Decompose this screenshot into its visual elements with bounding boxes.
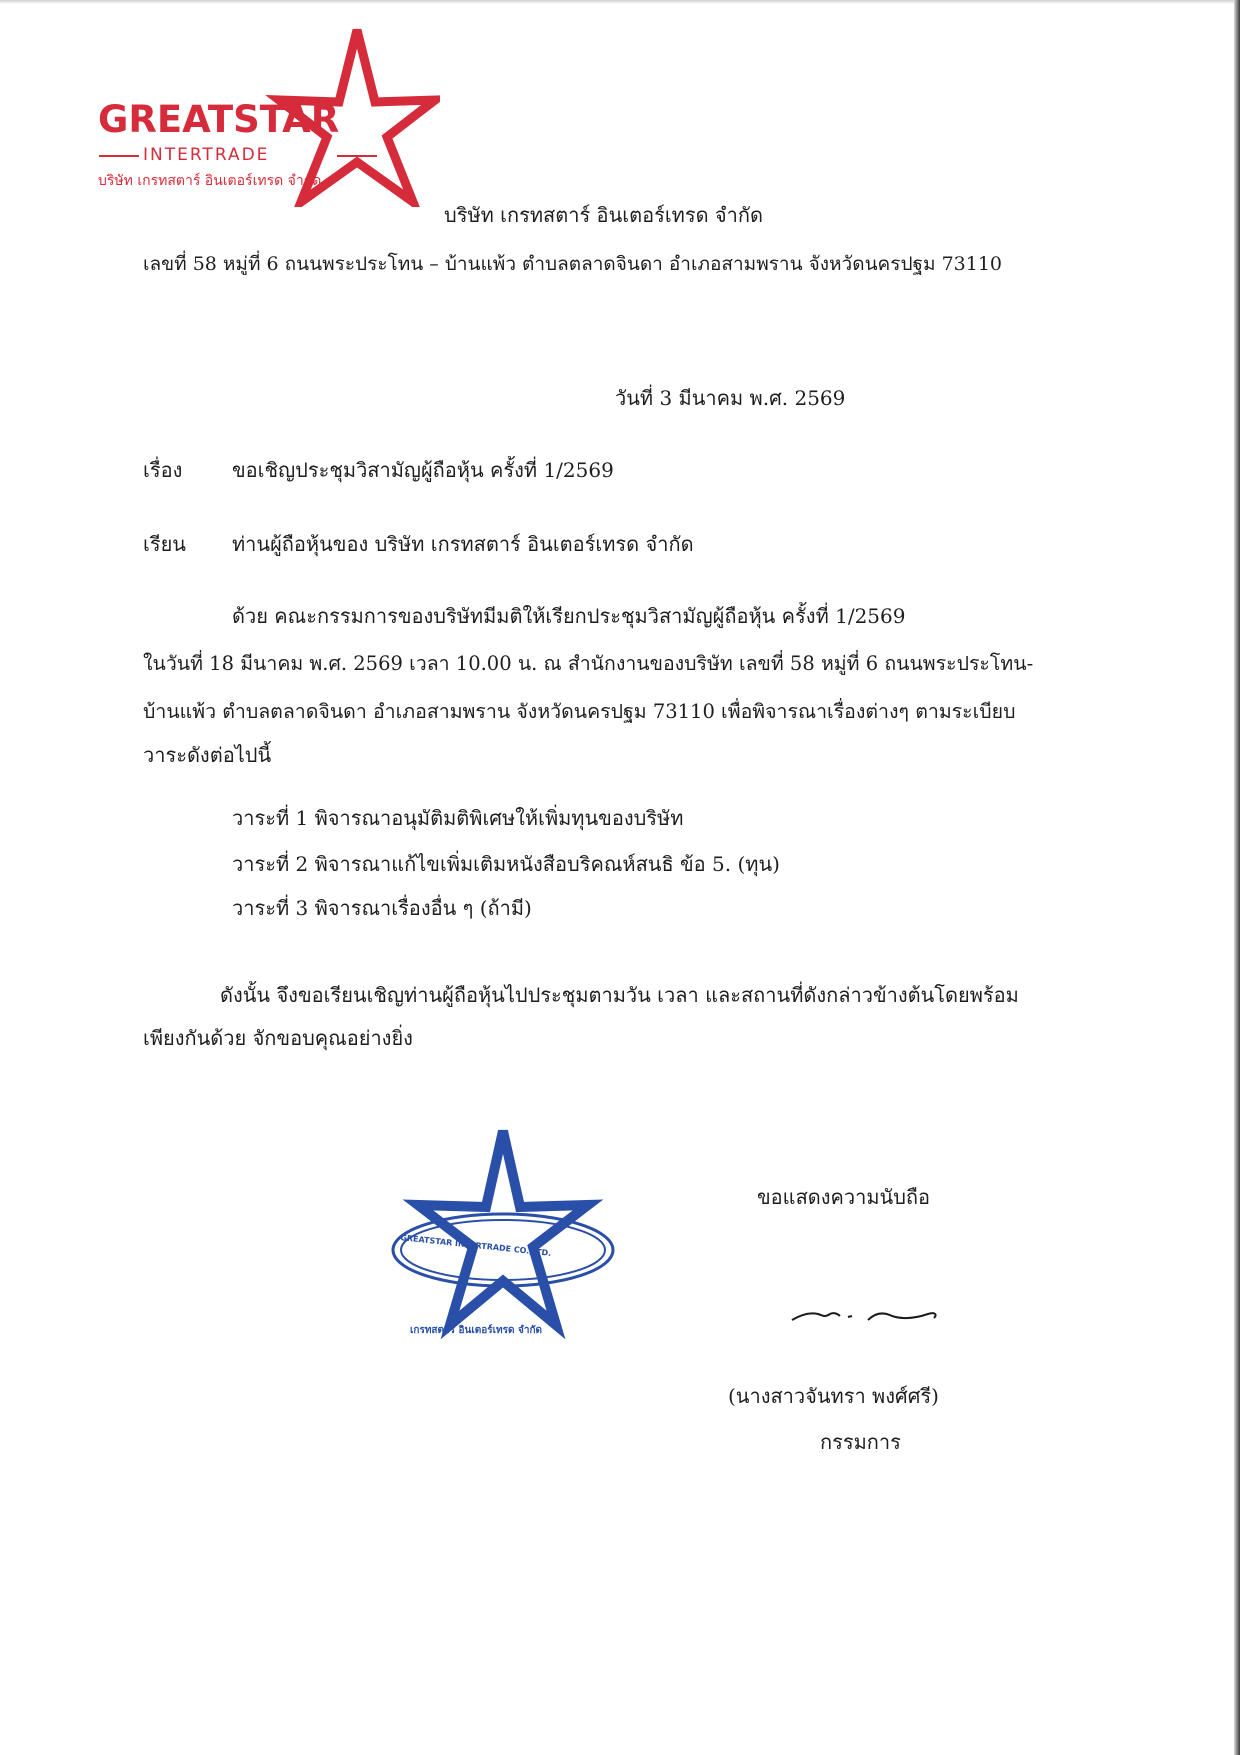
- scan-right-edge: [1234, 0, 1240, 1755]
- logo-rule-left: [99, 155, 139, 157]
- regards-text: ขอแสดงความนับถือ: [757, 1185, 931, 1209]
- logo-thai-name: บริษัท เกรทสตาร์ อินเตอร์เทรด จำกัด: [98, 173, 322, 189]
- logo-subtitle: INTERTRADE: [143, 145, 270, 165]
- agenda-item-2: วาระที่ 2 พิจารณาแก้ไขเพิ่มเติมหนังสือบริคณห์สนธิ ข้อ 5. (ทุน): [232, 852, 780, 876]
- letter-date: วันที่ 3 มีนาคม พ.ศ. 2569: [615, 386, 846, 410]
- company-seal: [378, 1125, 628, 1360]
- seal-bottom-text: เกรทสตาร์ อินเตอร์เทรด จำกัด: [410, 1325, 543, 1336]
- company-address: เลขที่ 58 หมู่ที่ 6 ถนนพระประโทน – บ้านแพ้ว ตำบลตลาดจินดา อำเภอสามพราน จังหวัดนครปฐม 73110: [143, 253, 1003, 275]
- body-line-4: วาระดังต่อไปนี้: [143, 743, 272, 767]
- recipient-text: ท่านผู้ถือหุ้นของ บริษัท เกรทสตาร์ อินเตอร์เทรด จำกัด: [232, 532, 694, 556]
- logo-rule-right: [337, 155, 377, 157]
- logo-brand: GREATSTAR: [98, 98, 340, 141]
- closing-line-1: ดังนั้น จึงขอเรียนเชิญท่านผู้ถือหุ้นไปประชุมตามวัน เวลา และสถานที่ดังกล่าวข้างต้นโดยพร้อม: [220, 983, 1019, 1007]
- subject-label: เรื่อง: [143, 458, 183, 482]
- scan-top-edge: [0, 0, 1240, 4]
- body-line-3: บ้านแพ้ว ตำบลตลาดจินดา อำเภอสามพราน จังหวัดนครปฐม 73110 เพื่อพิจารณาเรื่องต่างๆ ตามระเบียบ: [143, 700, 1016, 723]
- agenda-item-1: วาระที่ 1 พิจารณาอนุมัติมติพิเศษให้เพิ่มทุนของบริษัท: [232, 806, 684, 830]
- subject-text: ขอเชิญประชุมวิสามัญผู้ถือหุ้น ครั้งที่ 1/2569: [232, 458, 614, 482]
- signatory-title: กรรมการ: [820, 1430, 901, 1454]
- seal-top-text: GREATSTAR INTERTRADE CO.,LTD.: [399, 1233, 552, 1258]
- company-name: บริษัท เกรทสตาร์ อินเตอร์เทรด จำกัด: [444, 203, 763, 227]
- body-line-2: ในวันที่ 18 มีนาคม พ.ศ. 2569 เวลา 10.00 น. ณ สำนักงานของบริษัท เลขที่ 58 หมู่ที่ 6 ถนนพระประโทน-: [143, 652, 1034, 675]
- closing-line-2: เพียงกันด้วย จักขอบคุณอย่างยิ่ง: [143, 1026, 413, 1050]
- company-logo: [95, 22, 440, 207]
- signatory-name: (นางสาวจันทรา พงศ์ศรี): [728, 1384, 939, 1408]
- signature-mark: [788, 1300, 948, 1330]
- body-line-1: ด้วย คณะกรรมการของบริษัทมีมติให้เรียกประชุมวิสามัญผู้ถือหุ้น ครั้งที่ 1/2569: [232, 604, 906, 628]
- recipient-label: เรียน: [143, 532, 186, 556]
- agenda-item-3: วาระที่ 3 พิจารณาเรื่องอื่น ๆ (ถ้ามี): [232, 896, 532, 920]
